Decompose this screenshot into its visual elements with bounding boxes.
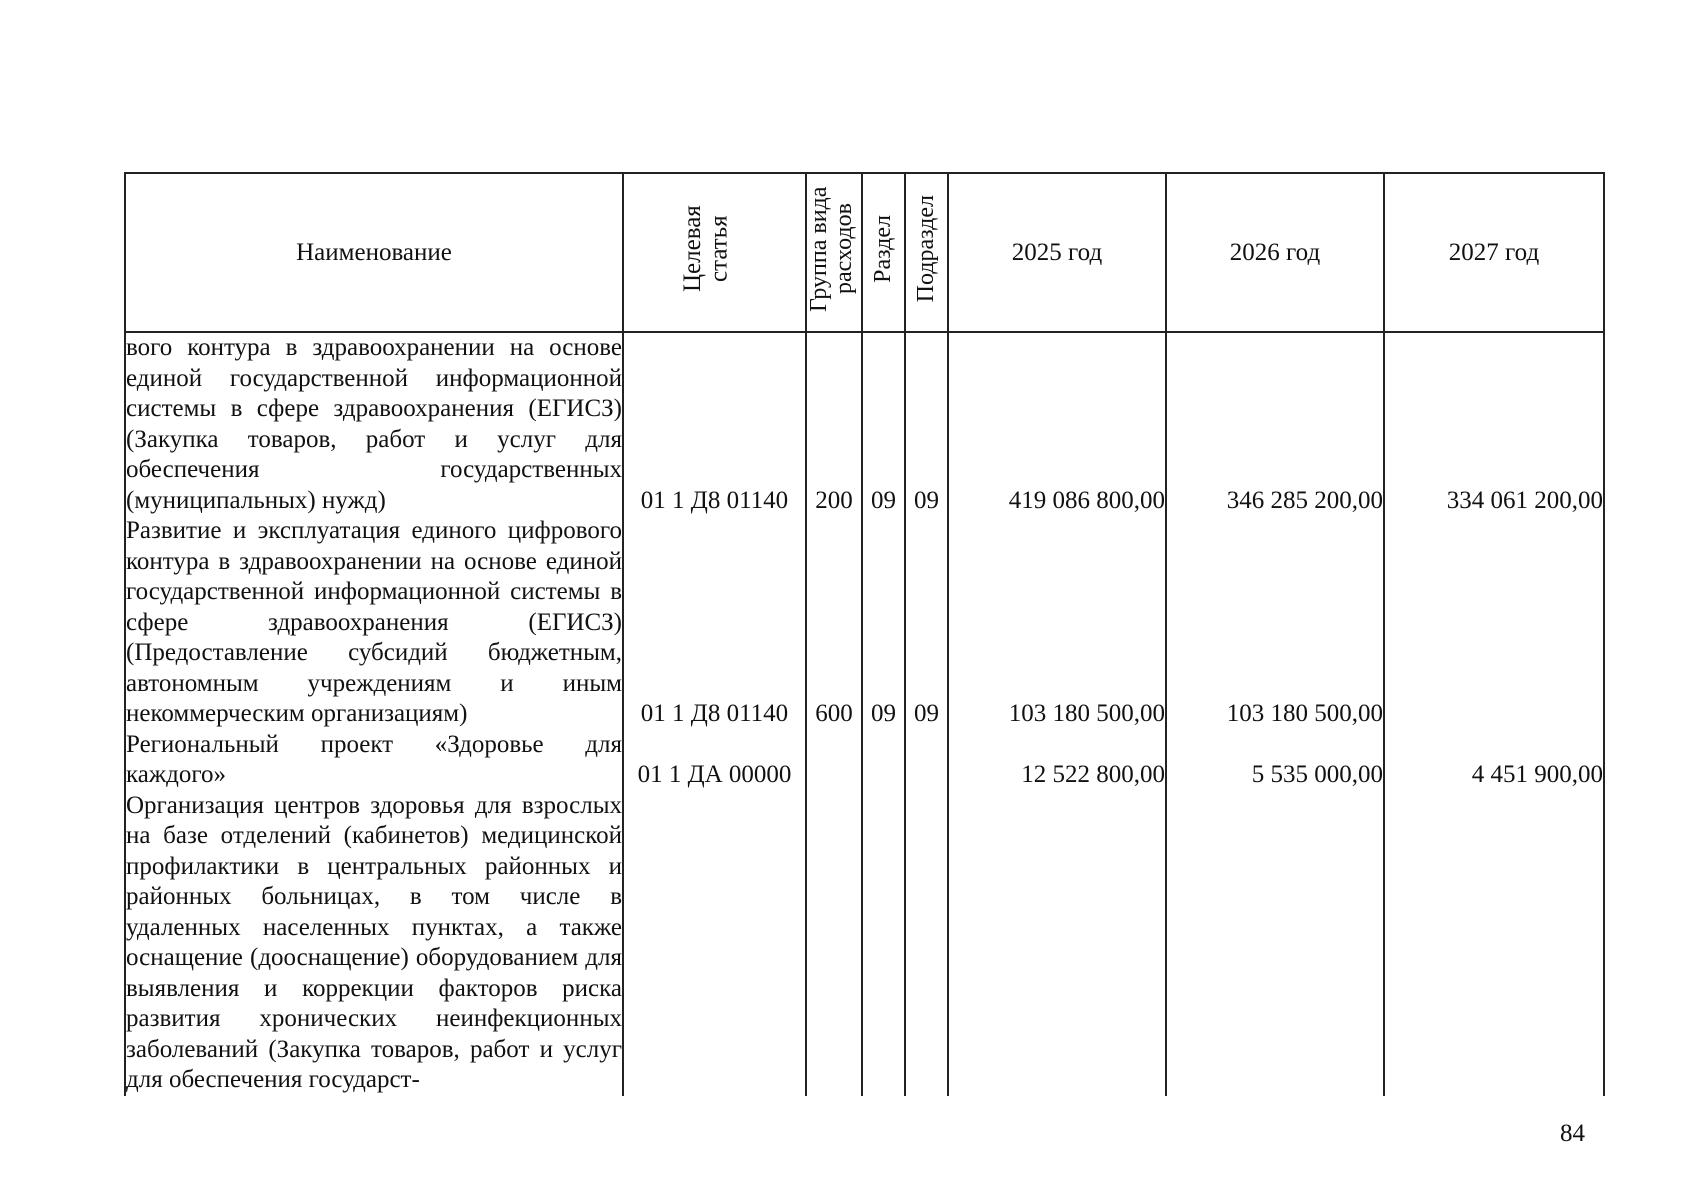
table-row: [125, 730, 1604, 791]
row-name: Региональный проект «Здоровье для каждого»: [125, 730, 623, 791]
row-amount-2027: [1384, 516, 1604, 730]
row-target-article: 01 1 Д8 01140: [623, 332, 806, 516]
page-number: 84: [1560, 1120, 1585, 1147]
row-expense-group: 200: [806, 332, 862, 516]
header-target-article: Целевая статья: [623, 173, 806, 332]
header-expense-group: Группа вида расходов: [806, 173, 862, 332]
row-amount-2027: 334 061 200,00: [1384, 332, 1604, 516]
table-row: [125, 332, 1604, 516]
row-subsection: [905, 791, 948, 1096]
row-amount-2027: [1384, 791, 1604, 1096]
row-amount-2025: [948, 791, 1166, 1096]
row-amount-2025: 103 180 500,00: [948, 516, 1166, 730]
row-subsection: [905, 730, 948, 791]
budget-table: [124, 172, 1605, 1096]
table-row: [125, 791, 1604, 1096]
row-amount-2027: 4 451 900,00: [1384, 730, 1604, 791]
row-expense-group: 600: [806, 516, 862, 730]
header-year-2025: 2025 год: [948, 173, 1166, 332]
header-subsection: Подраздел: [905, 173, 948, 332]
row-amount-2025: 12 522 800,00: [948, 730, 1166, 791]
table-row: [125, 516, 1604, 730]
row-section: [862, 791, 905, 1096]
row-amount-2026: 346 285 200,00: [1166, 332, 1384, 516]
row-target-article: 01 1 ДА 00000: [623, 730, 806, 791]
row-expense-group: [806, 791, 862, 1096]
header-year-2027: 2027 год: [1384, 173, 1604, 332]
row-amount-2026: 103 180 500,00: [1166, 516, 1384, 730]
row-section: 09: [862, 516, 905, 730]
header-name: Наименование: [125, 173, 623, 332]
header-year-2026: 2026 год: [1166, 173, 1384, 332]
row-section: 09: [862, 332, 905, 516]
row-target-article: 01 1 Д8 01140: [623, 516, 806, 730]
row-subsection: 09: [905, 332, 948, 516]
row-name: Организация центров здоровья для взрослых на базе отделений (кабинетов) медицинской профилактики в центральных районных и районных больницах, в том числе в удаленных населенных пунктах, а также оснащение (дооснащение) оборудованием для выявления и коррекции факторов риска развития хронических неинфекционных заболеваний (Закупка товаров, работ и услуг для обеспечения государст-: [125, 791, 623, 1096]
row-amount-2026: 5 535 000,00: [1166, 730, 1384, 791]
row-subsection: 09: [905, 516, 948, 730]
row-amount-2026: [1166, 791, 1384, 1096]
table-header-row: [125, 173, 1604, 332]
row-amount-2025: 419 086 800,00: [948, 332, 1166, 516]
row-target-article: [623, 791, 806, 1096]
row-section: [862, 730, 905, 791]
row-name: вого контура в здравоохранении на основе единой государственной информационной системы в сфере здравоохранения (ЕГИСЗ) (Закупка товаров, работ и услуг для обеспечения государственных (муниципальных) нужд): [125, 332, 623, 516]
row-name: Развитие и эксплуатация единого цифрового контура в здравоохранении на основе единой государственной информационной системы в сфере здравоохранения (ЕГИСЗ) (Предоставление субсидий бюджетным, автономным учреждениям и иным некоммерческим организациям): [125, 516, 623, 730]
row-expense-group: [806, 730, 862, 791]
header-section: Раздел: [862, 173, 905, 332]
